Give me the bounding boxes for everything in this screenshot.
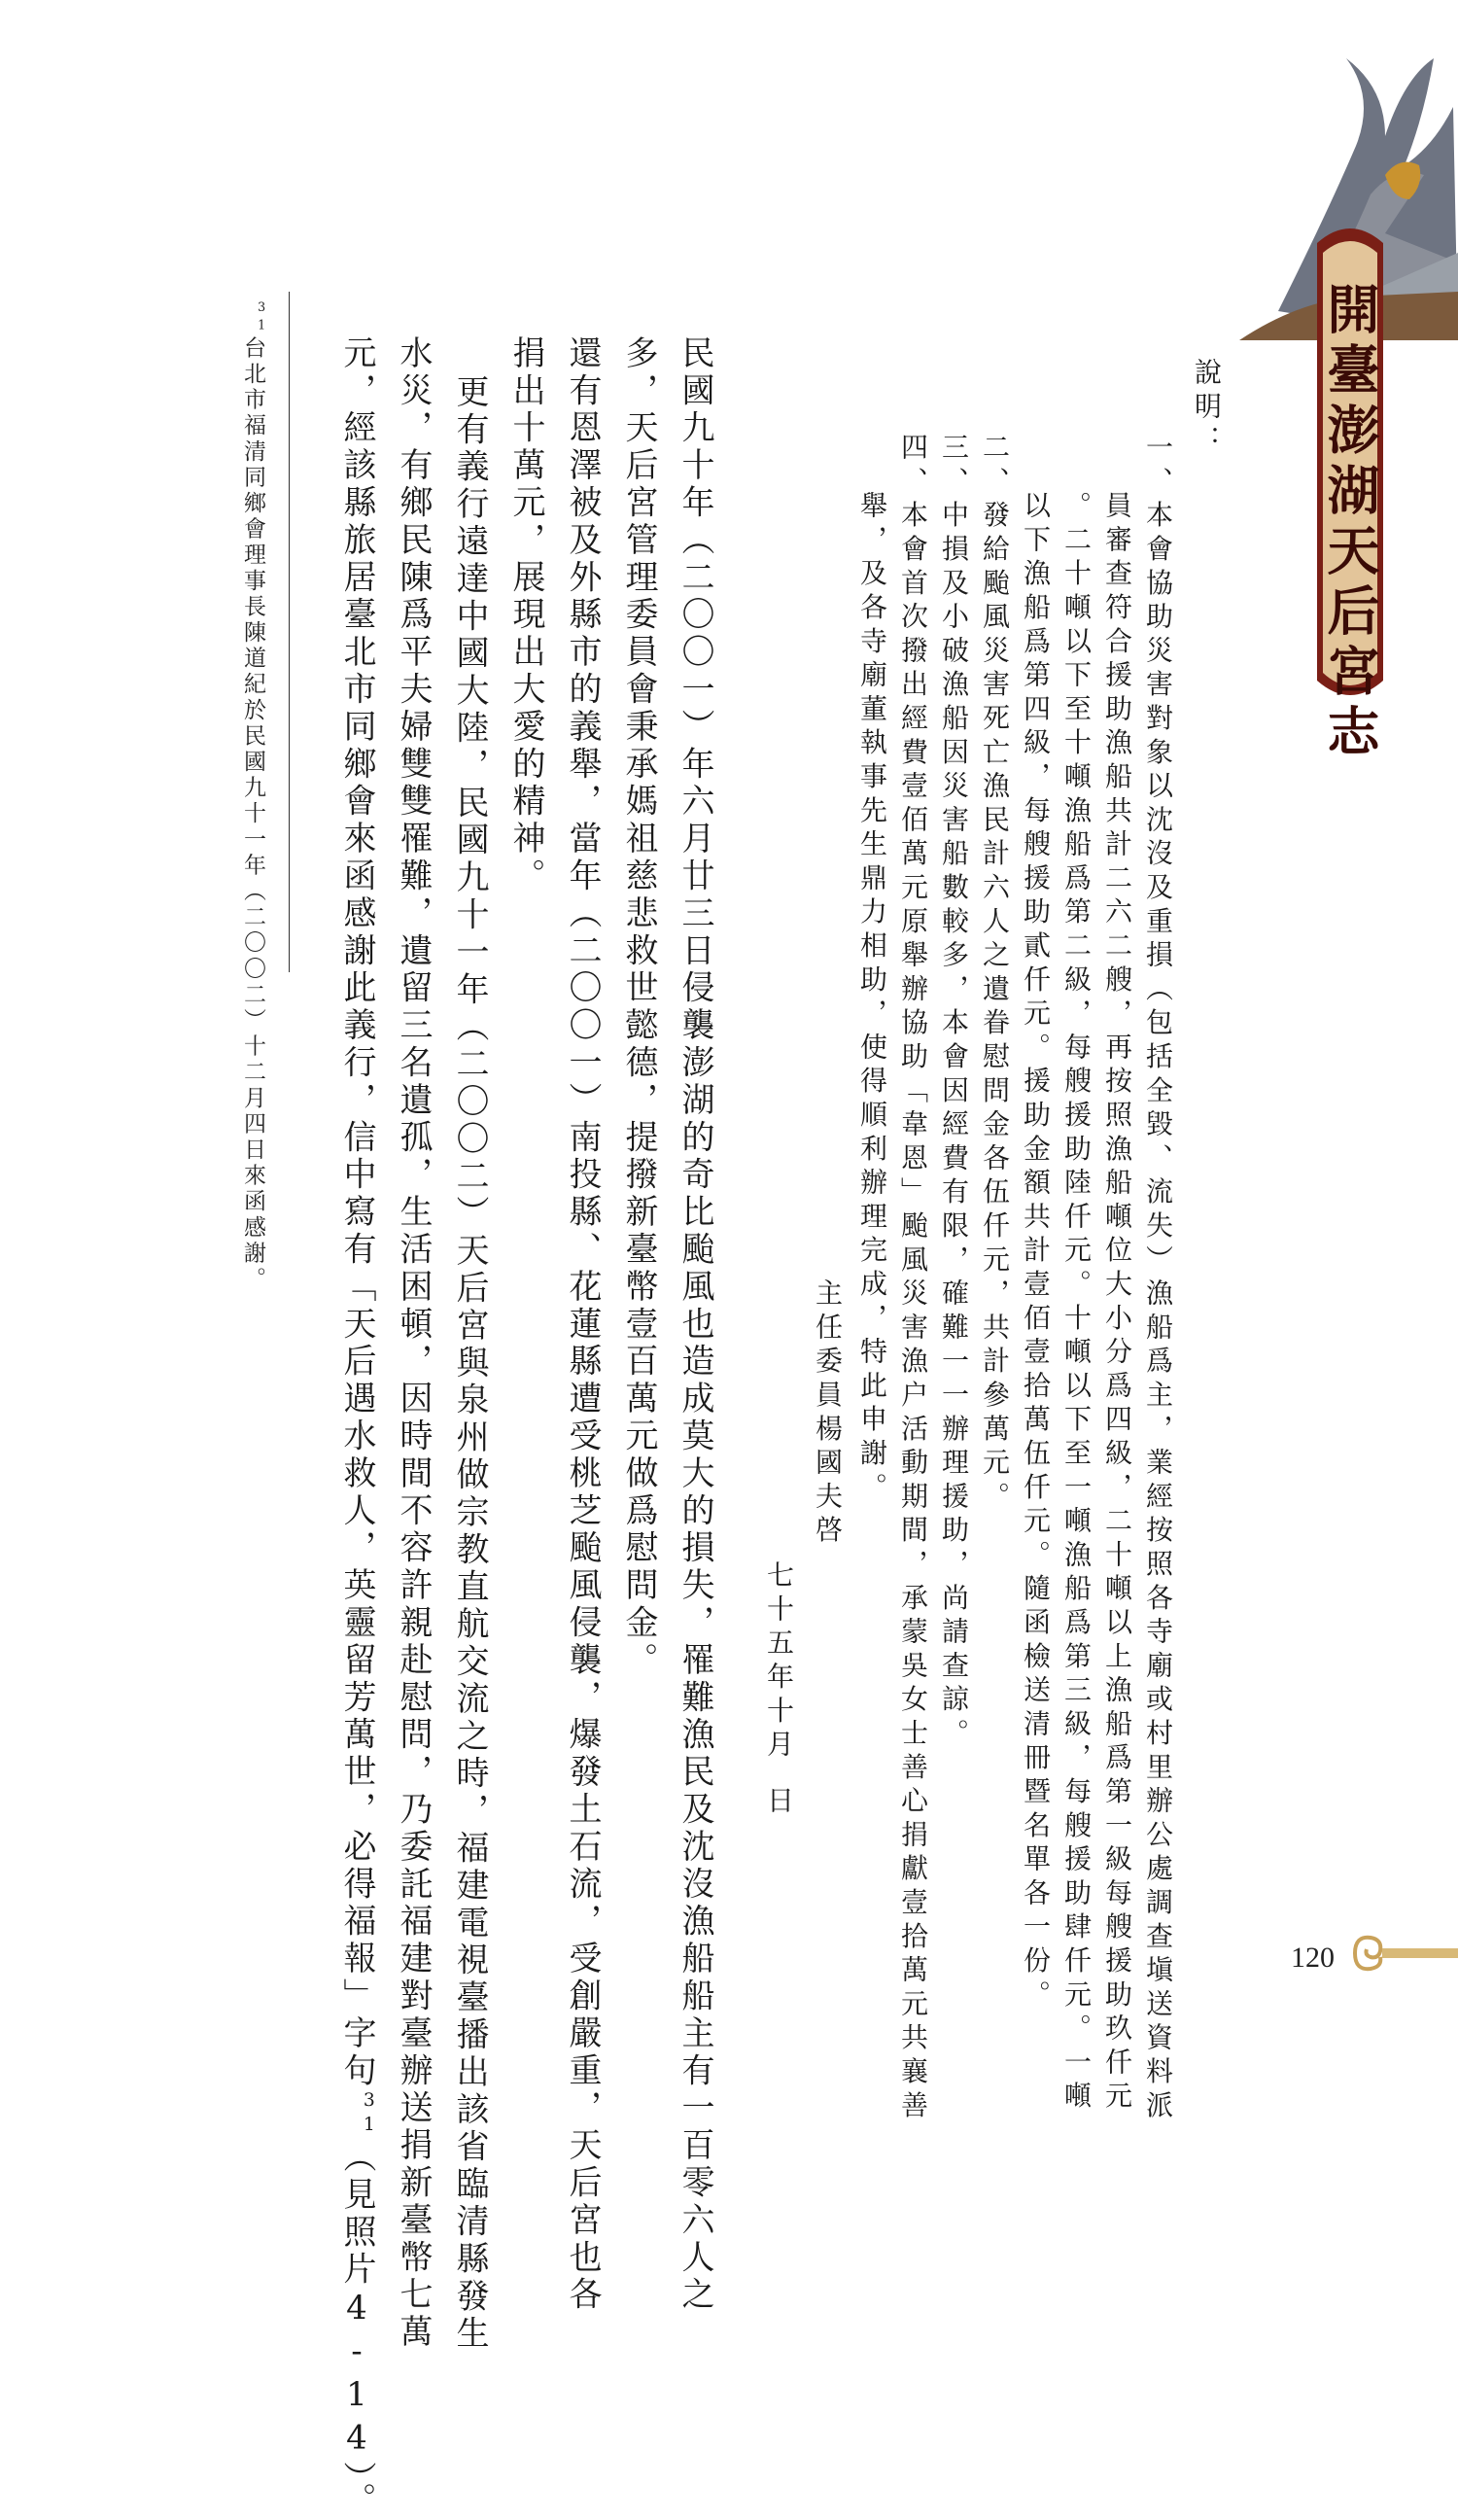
notice-item-4-label: 四、	[897, 433, 929, 501]
notice-item-3-label: 三、	[938, 433, 970, 501]
notice-item-2-label: 二、	[979, 433, 1011, 501]
notice-signature: 主任委員楊國夫啓	[812, 1278, 844, 1550]
notice-heading: 說明：	[1191, 358, 1223, 460]
book-title: 開臺澎湖天后宮志	[1319, 282, 1381, 764]
body-column-5: 更有義行遠達中國大陸，民國九十一年（二〇〇二）天后宮與泉州做宗教直航交流之時，福建電視臺播出該省臨清縣發生	[450, 374, 489, 2354]
notice-item-1-line-1	[1142, 433, 1174, 2125]
footnote-number: 31	[254, 299, 269, 336]
notice-item-3-text: 中損及小破漁船因災害船數較多，本會因經費有限，確難一一辦理援助，尚請查諒。	[938, 500, 970, 1753]
photo-reference: （見照片4-14）。	[337, 2139, 376, 2520]
page-number: 120	[1291, 1942, 1335, 1974]
body-column-6: 水災，有鄉民陳爲平夫婦雙雙罹難，遺留三名遺孤，生活困頓，因時間不容許親赴慰問，乃委託福建對臺辦送捐新臺幣七萬	[394, 335, 433, 2352]
notice-item-1-text: 本會協助災害對象以沈沒及重損（包括全毀、流失）漁船爲主，業經按照各寺廟或村里辦公處調查塡送資料派	[1142, 500, 1174, 2125]
body-column-3: 還有恩澤被及外縣市的義舉，當年（二〇〇一）南投縣、花蓮縣遭受桃芝颱風侵襲，爆發土石流，受創嚴重，天后宮也各	[563, 335, 602, 2315]
body-column-2: 多，天后宮管理委員會秉承媽祖慈悲救世懿德，提撥新臺幣壹百萬元做爲慰問金。	[619, 335, 658, 1680]
notice-item-2	[979, 433, 1011, 1516]
notice-item-2-text: 發給颱風災害死亡漁民計六人之遺眷慰問金各伍仟元，共計參萬元。	[979, 500, 1011, 1516]
body-column-4: 捐出十萬元，展現出大愛的精神。	[506, 335, 545, 895]
notice-item-1-label: 一、	[1142, 433, 1174, 501]
notice-item-1-line-3: 。二十噸以下至十噸漁船爲第二級，每艘援助陸仟元。十噸以下至一噸漁船爲第三級，每艘援助肆仟元。一噸	[1060, 491, 1093, 2116]
notice-item-4-text: 本會首次撥出經費壹佰萬元原舉辦協助「韋恩」颱風災害漁户活動期間，承蒙吳女士善心捐獻壹拾萬元共襄善	[897, 500, 929, 2125]
notice-item-4-line-2: 舉，及各寺廟董執事先生鼎力相助，使得順利辦理完成，特此申謝。	[856, 491, 888, 1506]
footnote-separator	[289, 292, 290, 972]
footnote-text: 台北市福清同鄉會理事長陳道紀於民國九十一年（二〇〇二）十二月四日來函感謝。	[240, 335, 265, 1293]
footnote-reference: 31	[359, 2089, 380, 2140]
body-column-1: 民國九十年（二〇〇一）年六月廿三日侵襲澎湖的奇比颱風也造成莫大的損失，罹難漁民及沈沒漁船船主有一百零六人之	[676, 335, 714, 2315]
notice-item-3	[938, 433, 970, 1753]
footnote	[241, 299, 267, 1292]
page-ornament-icon	[1341, 1930, 1458, 1977]
notice-item-4-line-1	[897, 433, 929, 2125]
notice-item-1-line-4: 以下漁船爲第四級，每艘援助貳仟元。援助金額共計壹佰壹拾萬伍仟元。隨函檢送清冊暨名單各一份。	[1020, 491, 1052, 2013]
notice-date: 七十五年十月	[763, 1560, 795, 1764]
body-column-7-text: 元，經該縣旅居臺北市同鄉會來函感謝此義行，信中寫有「天后遇水救人，英靈留芳萬世，必得福報」字句	[337, 335, 376, 2090]
notice-item-1-line-2: 員審查符合援助漁船共計二六二艘，再按照漁船噸位大小分爲四級，二十噸以上漁船爲第一級每艘援助玖仟元	[1101, 491, 1133, 2116]
notice-date-day: 日	[763, 1786, 795, 1820]
body-column-7	[337, 335, 380, 2520]
